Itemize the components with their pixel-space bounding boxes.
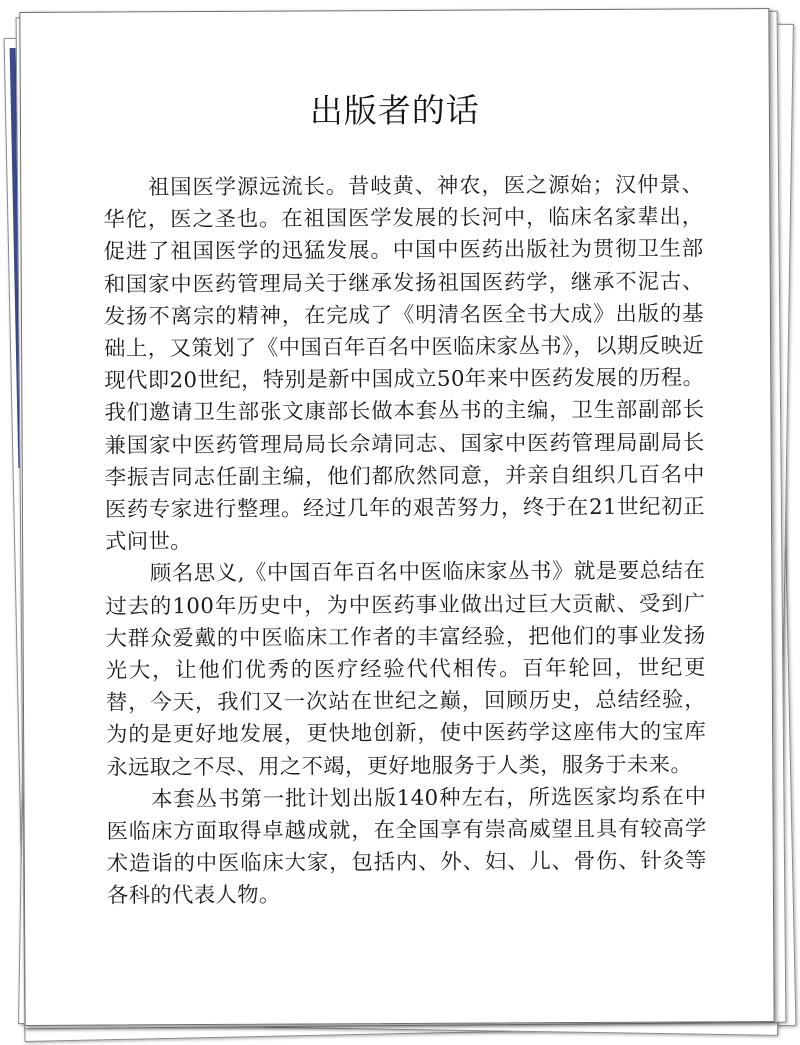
document-page bbox=[19, 8, 774, 1026]
paragraph-2: 顾名思义,《中国百年百名中医临床家丛书》就是要总结在过去的100年历史中，为中医药事业做出过巨大贡献、受到广大群众爱戴的中医临床工作者的丰富经验，把他们的事业发扬光大，让他们优秀的医疗经验代代相传。百年轮回，世纪更替，今天，我们又一次站在世纪之巅，回顾历史，总结经验，为的是更好地发展，更快地创新，使中医药学这座伟大的宝库永远取之不尽、用之不竭，更好地服务于人类，服务于未来。 bbox=[105, 558, 707, 781]
page-title: 出版者的话 bbox=[309, 90, 480, 131]
document-body bbox=[103, 169, 707, 913]
paragraph-1: 祖国医学源远流长。昔岐黄、神农，医之源始；汉仲景、华佗，医之圣也。在祖国医学发展的长河中，临床名家辈出，促进了祖国医学的迅猛发展。中国中医药出版社为贯彻卫生部和国家中医药管理局关于继承发扬祖国医药学，继承不泥古、发扬不离宗的精神，在完成了《明清名医全书大成》出版的基础上，又策划了《中国百年百名中医临床家丛书》，以期反映近现代即20世纪，特别是新中国成立50年来中医药发展的历程。我们邀请卫生部张文康部长做本套丛书的主编，卫生部副部长兼国家中医药管理局局长佘靖同志、国家中医药管理局副局长李振吉同志任副主编，他们都欣然同意，并亲自组织几百名中医药专家进行整理。经过几年的艰苦努力，终于在21世纪初正式问世。 bbox=[103, 172, 706, 555]
paragraph-3: 本套丛书第一批计划出版140种左右，所选医家均系在中医临床方面取得卓越成就，在全国享有崇高威望且具有较高学术造诣的中医临床大家，包括内、外、妇、儿、骨伤、针灸等各科的代表人物。 bbox=[106, 784, 707, 909]
